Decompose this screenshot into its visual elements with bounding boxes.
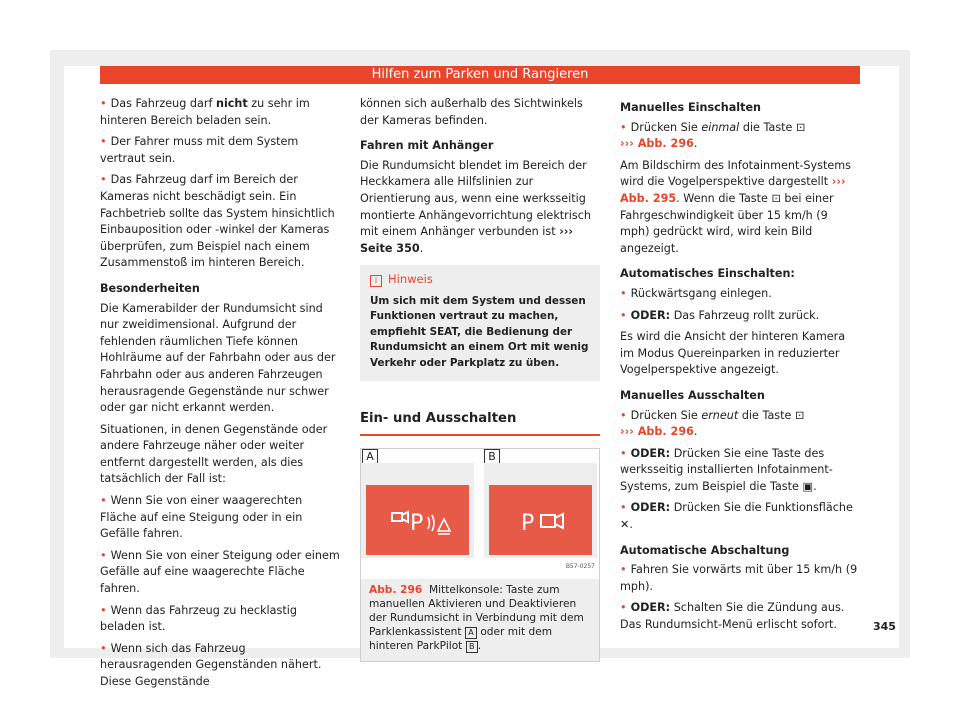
camera-button-icon: ⊡ [771,191,781,205]
bullet-item: • Das Fahrzeug darf im Bereich der Kameras nicht beschädigt sein. Ein Fachbetrieb sollte das System hinsichtlich Einbauposition oder -winkel der Kameras überprüfen, zum Beispiel nach einem Zusammenstoß im hinteren Bereich. [100,173,335,270]
bullet-item: • Drücken Sie einmal die Taste ⊡ ››› Abb. 296. [620,120,806,151]
park-camera-icon [489,485,592,555]
bullet-item: • Fahren Sie vorwärts mit über 15 km/h (9 mph). [620,563,858,593]
note-title: i Hinweis [370,271,590,288]
column-right [620,96,860,639]
bullet-item: • ODER: Drücken Sie eine Taste des werksseitig installierten Infotainment-Systems, zum Beispiel die Taste ▣. [620,446,833,493]
figure-caption: Abb. 296 Mittelkonsole: Taste zum manuellen Aktivieren und Deaktivieren der Rundumsicht in Verbindung mit dem Parklenkassistent A oder mit dem hinteren ParkPilot B . [361,579,599,661]
parkpilot-button [489,485,592,555]
section-heading: Fahren mit Anhänger [360,139,494,153]
note-text: Um sich mit dem System und dessen Funktionen vertraut zu machen, empfiehlt SEAT, die Bedienung der Rundumsicht an einem Ort mit wenig Verkehr oder Parkplatz zu üben. [370,294,589,369]
paragraph: Es wird die Ansicht der hinteren Kamera im Modus Quereinparken in reduzierter Vogelperspektive angezeigt. [620,330,846,377]
paragraph: Die Kamerabilder der Rundumsicht sind nur zweidimensional. Aufgrund der fehlenden räumlichen Tiefe können Hohlräume auf der Fahrbahn oder aus der Fahrbahn oder aus anderen Fahrzeugen herausragende Gegenstände nur schwer oder gar nicht erkannt werden. [100,301,336,415]
figure [360,448,600,662]
svg-text:P: P [410,511,424,537]
info-icon: i [370,275,382,287]
camera-icon: ▣ [802,479,814,493]
section-title: Ein- und Ausschalten [360,411,600,436]
figure-reference-link[interactable]: ››› Abb. 296 [620,425,694,439]
page-reference-link[interactable]: ››› Seite 350 [360,225,574,255]
paragraph: können sich außerhalb des Sichtwinkels der Kameras befinden. [360,97,583,127]
note-box [360,265,600,381]
camera-button-icon: ⊡ [794,408,805,422]
key-b-icon: B [466,641,478,653]
figure-reference-link[interactable]: ››› Abb. 296 [620,137,694,151]
figure-code: B57-0257 [565,563,595,571]
camera-button-icon: ⊡ [795,120,806,134]
figure-image [361,449,599,579]
console-panel-b [484,463,597,558]
page-header: Hilfen zum Parken und Rangieren [100,66,860,84]
bullet-item: • Wenn Sie von einer Steigung oder einem Gefälle auf eine waagerechte Fläche fahren. [100,548,340,596]
column-middle [360,96,600,662]
bullet-item: • ODER: Das Fahrzeug rollt zurück. [620,308,820,322]
column-left [100,96,340,696]
park-camera-warning-icon [366,485,469,555]
figure-reference-link[interactable]: ››› Abb. 295 [620,175,846,205]
console-panel-a [361,463,474,558]
section-heading: Automatisches Einschalten: [620,267,795,281]
page-number: 345 [873,620,896,633]
paragraph: Am Bildschirm des Infotainment-Systems wird die Vogelperspektive dargestellt ››› Abb. 295. Wenn die Taste ⊡ bei einer Fahrgeschwindigkeit über 15 km/h (9 mph) gedrückt wird, wird kein Bild angezeigt. [620,158,851,255]
bullet-item: • Der Fahrer muss mit dem System vertraut sein. [100,135,299,165]
figure-label-a: A [362,449,378,465]
key-a-icon: A [465,627,477,639]
figure-label-b: B [484,449,500,465]
bullet-item: • ODER: Drücken Sie die Funktionsfläche ✕. [620,501,853,532]
close-icon: ✕ [620,518,630,532]
section-heading: Automatische Abschaltung [620,543,790,557]
bullet-item: • Wenn Sie von einer waagerechten Fläche auf eine Steigung oder in ein Gefälle fahren. [100,494,303,541]
park-assist-button [366,485,469,555]
bullet-item: • Rückwärtsgang einlegen. [620,286,772,300]
svg-text:P: P [521,511,535,537]
section-heading: Manuelles Ausschalten [620,388,765,402]
bullet-item: • Wenn sich das Fahrzeug herausragenden Gegenständen nähert. Diese Gegenstände [100,641,322,688]
section-heading: Manuelles Einschalten [620,101,761,114]
bullet-item: • Wenn das Fahrzeug zu hecklastig beladen ist. [100,603,297,634]
section-heading: Besonderheiten [100,281,200,295]
paragraph: Situationen, in denen Gegenstände oder andere Fahrzeuge näher oder weiter entfernt dargestellt werden, als dies tatsächlich der Fall ist: [100,422,328,486]
bullet-item: • Das Fahrzeug darf nicht zu sehr im hinteren Bereich beladen sein. [100,97,310,127]
bullet-item: • ODER: Schalten Sie die Zündung aus. Das Rundumsicht-Menü erlischt sofort. [620,601,845,632]
bullet-item: • Drücken Sie erneut die Taste ⊡ ››› Abb. 296. [620,408,805,439]
paragraph: Die Rundumsicht blendet im Bereich der Heckkamera alle Hilfslinien zur Orientierung aus, wenn eine werksseitig montierte Anhängevorrichtung elektrisch mit einem Anhänger verbunden ist ››› Seite 350. [360,158,591,255]
